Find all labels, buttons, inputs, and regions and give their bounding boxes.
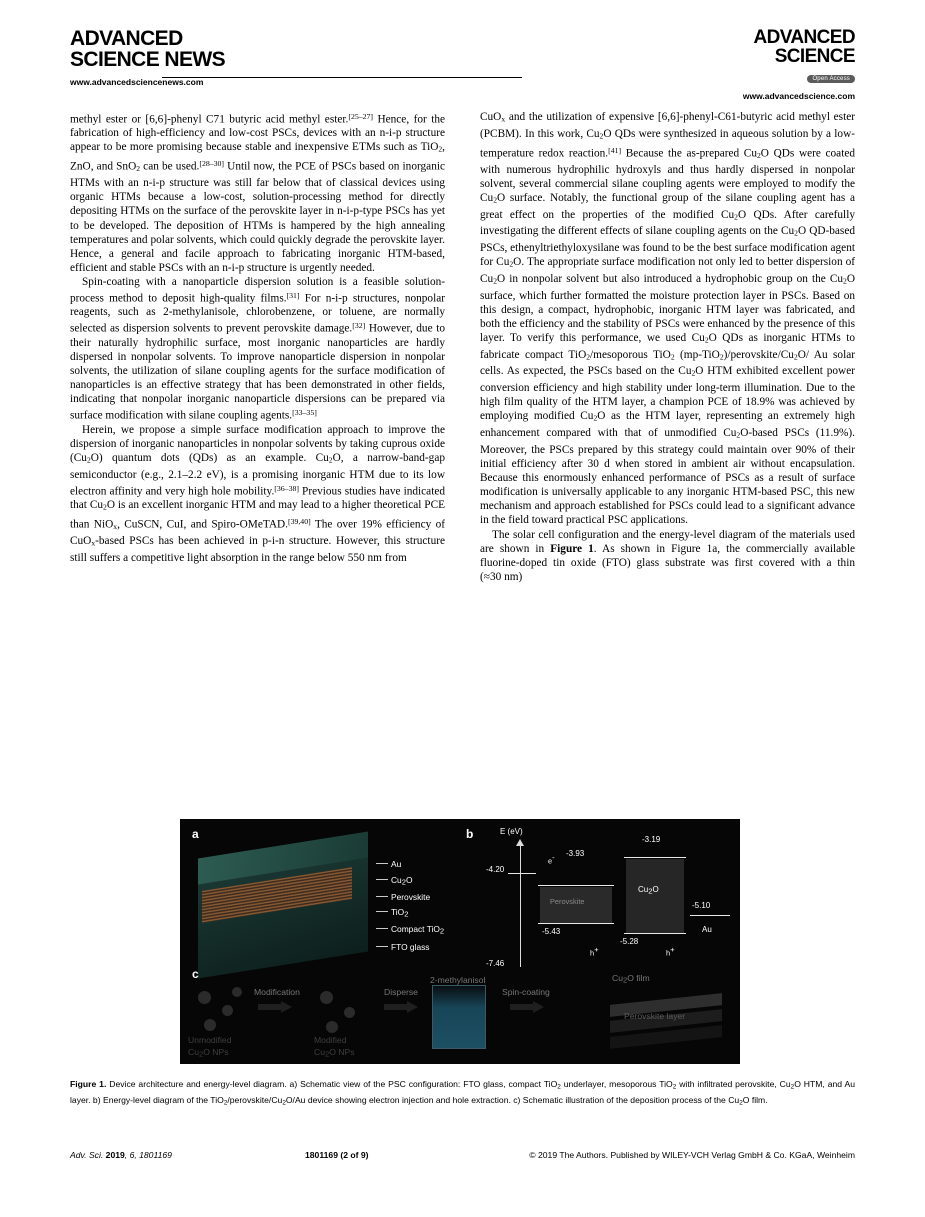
- layer-label-cu2o: $Cu_2O$: [376, 873, 444, 890]
- header-left-rule: [162, 77, 522, 78]
- caption-text-4: O HTM, and Au layer. b) Energy-level diagram of the TiO: [70, 1079, 855, 1105]
- layer-label-tio2: TiO$_2$: [376, 905, 444, 922]
- solvent-beaker: [432, 985, 486, 1049]
- label-modification: Modification: [254, 987, 300, 997]
- paragraph: The solar cell configuration and the energy-level diagram of the materials used are shown in Figure 1. As shown in Figure 1a, the commercially available fluorine-doped tin oxide (FTO) glass substrate was first covered with a thin (≈30 nm): [480, 528, 855, 583]
- cu2o-vb-level: [624, 933, 686, 934]
- energy-value-528: -5.28: [620, 937, 639, 946]
- nanoparticle: [204, 1019, 216, 1031]
- energy-value-510: -5.10: [692, 901, 711, 910]
- layer-label-au: Au: [376, 857, 444, 873]
- footer-article-id: 1801169: [305, 1150, 338, 1160]
- logo-right-line2: SCIENCE: [774, 46, 855, 67]
- caption-text-3: with infiltrated perovskite, Cu: [676, 1079, 791, 1089]
- nanoparticle: [198, 991, 211, 1004]
- panel-c-letter: c: [192, 967, 199, 981]
- energy-value-393: -3.93: [566, 849, 585, 858]
- layer-label-perovskite: Perovskite: [376, 890, 444, 906]
- nanoparticle: [222, 1005, 233, 1016]
- right-column: [480, 110, 855, 584]
- cu2o-cb-level: [624, 857, 686, 858]
- fto-level: [508, 873, 536, 874]
- energy-value-319: -3.19: [642, 835, 661, 844]
- caption-text-5: /perovskite/Cu: [227, 1095, 283, 1105]
- label-2-methylanisol: 2-methylanisol: [430, 975, 486, 985]
- logo-left-line1: ADVANCED: [70, 27, 183, 50]
- energy-value-543: -5.43: [542, 927, 561, 936]
- cu2o-label: $Cu_2O$: [638, 885, 659, 896]
- panel-a-letter: a: [192, 827, 199, 841]
- footer-copyright: © 2019 The Authors. Published by WILEY-VCH Verlag GmbH & Co. KGaA, Weinheim: [529, 1150, 855, 1160]
- paragraph: Herein, we propose a simple surface modification approach to improve the dispersion of inorganic nanoparticles in nonpolar solvents by taking cuprous oxide $(Cu_2O)$ quantum dots (QDs) as an example. $Cu_2O$, a narrow-band-gap semiconductor (e.g., 2.1–2.2 eV), is a promising inorganic HTM due to its low electron affinity and very high hole mobility.[36–38] Previous studies have indicated that $Cu_2O$ is an excellent inorganic HTM and may lead to a higher theoretical PCE than NiO$_x$, CuSCN, CuI, and Spiro-OMeTAD.[39,40] The over 19% efficiency of CuO$_x$-based PSCs has been achieved in p-i-n structure. However, this structure still suffers a competitive light absorption in the range below 550 nm from: [70, 423, 446, 564]
- nanoparticle: [232, 987, 242, 997]
- paragraph: Spin-coating with a nanoparticle dispersion solution is a feasible solution-process method to deposit high-quality films.[31] For n-i-p structures, nonpolar reagents, such as 2-methylanisole, chlorobenzene, or toluene, are normally selected as dispersion solvents to prevent perovskite damage.[32] However, due to their naturally hydrophilic surface, most inorganic nanoparticles are hardly dispersed in nonpolar solvents. To improve nanoparticle dispersion in nonpolar solvents, the utilization of silane coupling agents for the surface modification of nanoparticles is an effective strategy that has been demonstrated in other fields, indicating that nonpolar inorganic nanoparticle dispersions can be prepared via surface modification with silane coupling agents.[33–35]: [70, 275, 445, 422]
- panel-b-letter: b: [466, 827, 474, 841]
- figure-1-image: [180, 819, 740, 1064]
- arrow-spin-coating: [510, 1001, 544, 1013]
- footer-year: 2019: [105, 1150, 125, 1160]
- caption-text-2: underlayer, mesoporous TiO: [560, 1079, 673, 1089]
- perovskite-vb-level: [538, 923, 614, 924]
- caption-text-1: Device architecture and energy-level diagram. a) Schematic view of the PSC configuration: FTO glass, compact TiO: [106, 1079, 558, 1089]
- energy-axis-arrow: [516, 839, 524, 846]
- energy-axis-label: E (eV): [500, 827, 523, 836]
- layer-label-fto: FTO glass: [376, 940, 444, 956]
- au-level: [690, 915, 730, 916]
- open-access-badge: Open Access: [807, 75, 855, 83]
- footer-article-number: [305, 1150, 369, 1160]
- energy-axis: [520, 845, 521, 967]
- perovskite-cb-level: [538, 885, 614, 886]
- energy-value-420: -4.20: [486, 865, 505, 874]
- figure-caption-label: Figure 1.: [70, 1079, 107, 1089]
- logo-left-line2: SCIENCE NEWS: [70, 48, 225, 71]
- logo-right-line1: ADVANCED: [753, 27, 855, 48]
- nanoparticle: [320, 991, 333, 1004]
- label-disperse: Disperse: [384, 987, 418, 997]
- label-spin-coating: Spin-coating: [502, 987, 550, 997]
- header-left-url[interactable]: www.advancedsciencenews.com: [70, 77, 204, 87]
- label-unmodified-nps: Unmodified: [188, 1035, 232, 1045]
- paragraph: CuO$_x$ and the utilization of expensive [6,6]-phenyl-C61-butyric acid methyl ester (PCBM). In this work, $Cu_2O$ QDs were synthesized in aqueous solution by a low-temperature redox reaction.[41] Because the as-prepared $Cu_2O$ QDs were coated with numerous hydrophilic hydroxyls and thus hardly dispersed in nonpolar solvent, several commercial silane coupling agents were employed to modify the $Cu_2O$ surface. Notably, the functional group of the silane coupling agent has a great effect on the properties of the modified $Cu_2O$ QDs. After carefully investigating the different effects of silane coupling agents on the $Cu_2O$ QD-based PSCs, ethenyltriethyloxysilane was found to be the best surface modification agent for $Cu_2O$. The appropriate surface modification not only led to better dispersion of $Cu_2O$ in nonpolar solvent but also introduced a hydrophobic group on the $Cu_2O$ surface, which further formatted the moisture protection layer in PSCs. Based on this design, a compact, hydrophobic, inorganic HTM layer was fabricated, and both the efficiency and the stability of PSCs were enhanced by the presence of this layer. To verify this performance, we used $Cu_2O$ QDs as inorganic HTMs to fabricate compact TiO$_2$/mesoporous TiO$_2$ $(mp-TiO_2)/perovskite/Cu_2O/$ Au solar cells. As expected, the PSCs based on the $Cu_2O$ HTM exhibited excellent power conversion efficiency and high stability under long-term illumination. Due to the high film quality of the HTM layer, a champion PCE of 18.9% was achieved by employing modified $Cu_2O$ as the HTM layer, representing an extremely high enhancement compared with that of unmodified $Cu_2O$-based PSCs (11.9%). Moreover, the PSCs prepared by this strategy could maintain over 90% of their initial efficiency after 30 d when stored in ambient air without encapsulation. Because this enormously enhanced performance of PSCs as a result of surface modification is universally applicable to any inorganic HTM-based PSC, this new mechanism and approach established for PSCs could lead to a significant advance in the field toward practical PSC applications.: [480, 111, 856, 527]
- footer-page-number: (2 of 9): [340, 1150, 369, 1160]
- caption-text-7: O film.: [742, 1095, 768, 1105]
- article-body: [70, 110, 855, 810]
- caption-text-6: O/Au device showing electron injection and hole extraction. c) Schematic illustration of the deposition process of the Cu: [285, 1095, 740, 1105]
- au-label: Au: [702, 925, 712, 934]
- electron-carrier-label: e-: [548, 853, 555, 866]
- hole-carrier-label-1: h+: [590, 945, 599, 958]
- label-modified-nps: Modified: [314, 1035, 347, 1045]
- label-unmodified-nps-2: $Cu_2O$ NPs: [188, 1047, 229, 1059]
- header-right-url[interactable]: www.advancedscience.com: [742, 91, 855, 101]
- arrow-modification: [258, 1001, 292, 1013]
- perovskite-label: Perovskite: [550, 897, 585, 906]
- nanoparticle: [344, 1007, 355, 1018]
- paragraph: methyl ester or [6,6]-phenyl C71 butyric acid methyl ester.[25–27] Hence, for the fabrication of high-efficiency and low-cost PSCs, devices with an n-i-p structure appear to be more promising because stable and inexpensive ETMs such as TiO$_2$, ZnO, and SnO$_2$ can be used.[28–30] Until now, the PCE of PSCs based on inorganic HTMs with an n-i-p structure was still far below that of classical devices using organic HTMs because a low-cost, solution-processing method for directly depositing HTMs on the surface of the perovskite layer in n-i-p-type PSCs has yet to be developed. The deposition of HTMs is hampered by the high annealing temperatures and polar solvents, which could quickly degrade the perovskite layer. Hence, a general and facile approach to fabricating inorganic HTM-based, efficient and stable PSCs with an n-i-p structure is urgently needed.: [70, 112, 446, 274]
- layer-label-compact-tio2: Compact TiO$_2$: [376, 922, 444, 939]
- energy-level-diagram: [480, 827, 736, 977]
- nanoparticle: [326, 1021, 338, 1033]
- left-column: [70, 110, 445, 565]
- advanced-science-news-logo: [70, 28, 225, 87]
- page-header: [70, 27, 855, 101]
- cu2o-band-block: [626, 859, 684, 933]
- deposition-process-panel: [180, 967, 740, 1064]
- label-perovskite-layer: Perovskite layer: [624, 1011, 686, 1021]
- label-cu2o-film: $Cu_2O$ film: [612, 973, 650, 985]
- hole-carrier-label-2: h+: [666, 945, 675, 958]
- device-layer-labels: [376, 857, 444, 955]
- footer-volume: , 6, 1801169: [124, 1150, 172, 1160]
- figure-1-caption: Figure 1. Device architecture and energy-level diagram. a) Schematic view of the PSC configuration: FTO glass, compact TiO$_2$ underlayer, mesoporous TiO$_2$ with infiltrated perovskite, $Cu_2O$ HTM, and Au layer. b) Energy-level diagram of the $TiO_2/perovskite/Cu_2O/Au$ device showing electron injection and hole extraction. c) Schematic illustration of the deposition process of the $Cu_2O$ film.: [70, 1079, 855, 1107]
- footer-journal-info: [70, 1150, 172, 1160]
- energy-value-746: -7.46: [486, 959, 505, 968]
- advanced-science-logo: [743, 28, 855, 101]
- arrow-disperse: [384, 1001, 418, 1013]
- footer-journal-name: Adv. Sci.: [70, 1150, 104, 1160]
- label-modified-nps-2: $Cu_2O$ NPs: [314, 1047, 355, 1059]
